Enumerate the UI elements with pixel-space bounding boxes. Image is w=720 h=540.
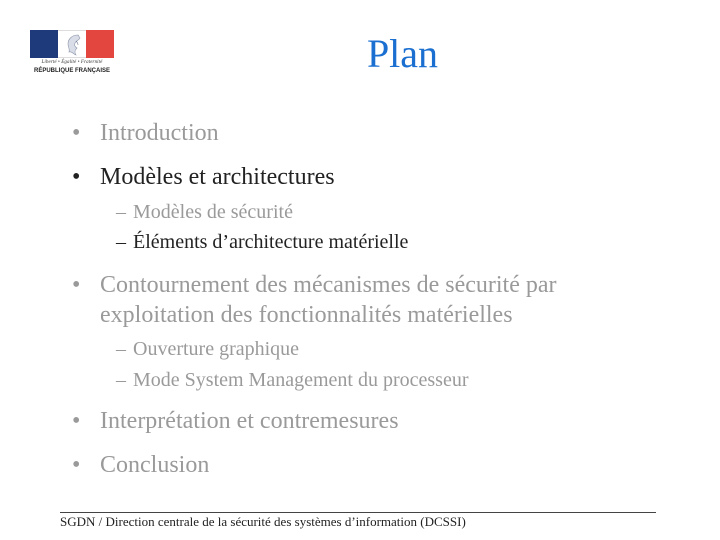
- bullet-marker: •: [72, 272, 81, 298]
- subbullet-text: Ouverture graphique: [133, 338, 300, 360]
- subbullet-text: Éléments d’architecture matérielle: [133, 231, 409, 253]
- footer-text: SGDN / Direction centrale de la sécurité des systèmes d’information (DCSSI): [60, 514, 466, 529]
- subbullet-marker: –: [116, 369, 126, 391]
- logo-motto: Liberté • Égalité • Fraternité: [41, 60, 103, 65]
- bullet-text: Interprétation et contremesures: [100, 408, 399, 434]
- subbullet-text: Modèles de sécurité: [133, 201, 293, 223]
- bullet-text: Introduction: [100, 120, 219, 146]
- subbullet-marker: –: [116, 338, 126, 360]
- logo-republic: RÉPUBLIQUE FRANÇAISE: [33, 68, 110, 74]
- subbullet-marker: –: [116, 231, 126, 253]
- footer-divider: [60, 512, 656, 513]
- slide-title: Plan: [366, 31, 439, 76]
- bullet-text: Conclusion: [100, 452, 210, 478]
- bullet-marker: •: [72, 452, 81, 478]
- subbullet-marker: –: [116, 201, 126, 223]
- bullet-text: Modèles et architectures: [100, 164, 335, 190]
- subbullet-text: Mode System Management du processeur: [133, 369, 469, 391]
- bullet-marker: •: [72, 120, 81, 146]
- bullet-marker: •: [72, 408, 81, 434]
- bullet-marker: •: [72, 164, 81, 190]
- bullet-text: Contournement des mécanismes de sécurité par exploitation des fonctionnalités matérielles: [100, 272, 557, 328]
